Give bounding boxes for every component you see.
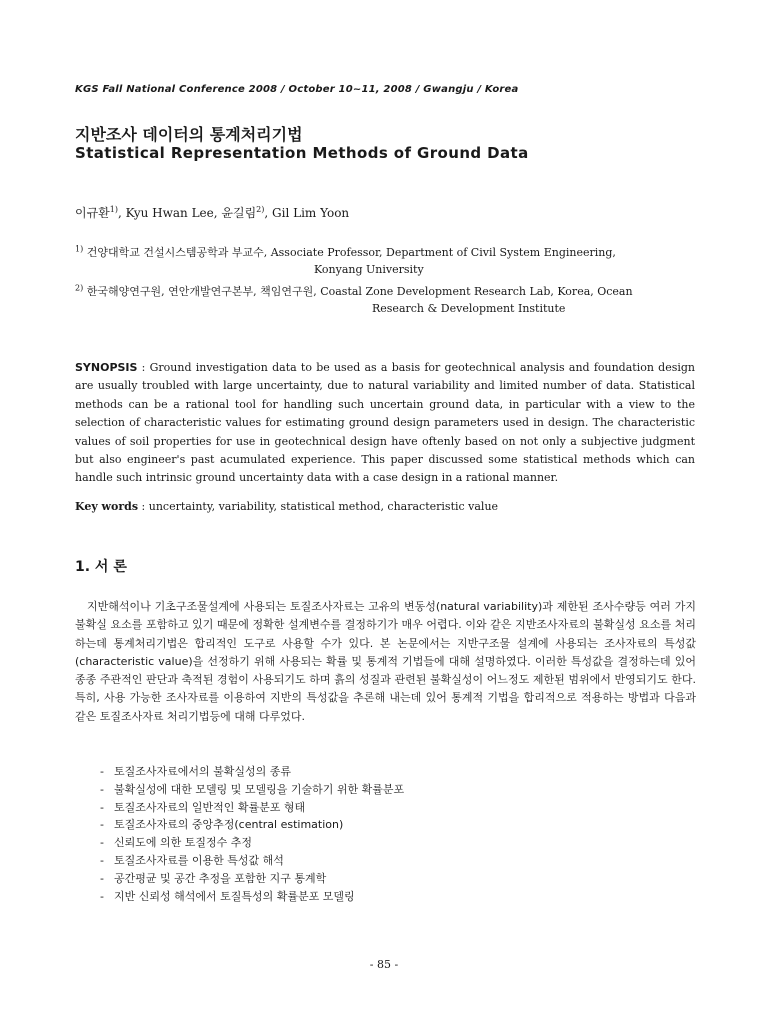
synopsis-label: SYNOPSIS bbox=[75, 361, 138, 374]
author-1-affiliation-mark: 1) bbox=[109, 205, 118, 214]
list-item-text: 토질조사자료의 일반적인 확률분포 형태 bbox=[114, 800, 306, 814]
keywords-separator: : bbox=[138, 500, 149, 513]
list-dash: - bbox=[100, 889, 104, 903]
page-number: - 85 - bbox=[369, 958, 399, 971]
keywords-text: uncertainty, variability, statistical method, characteristic value bbox=[148, 500, 499, 513]
list-item bbox=[100, 781, 404, 799]
list-item bbox=[100, 888, 404, 906]
list-item-text: 신뢰도에 의한 토질정수 추정 bbox=[114, 836, 253, 850]
author-2-english-name: , Gil Lim Yoon bbox=[264, 206, 350, 220]
list-dash: - bbox=[100, 818, 104, 832]
synopsis-text: Ground investigation data to be used as a basis for geotechnical analysis and foundation design are usually troubled with large uncertainty, due to natural variability and limited number of data. Statistical methods can be a rational tool for handling such uncertain ground data, in particular with a view to the selection of characteristic values for estimating ground design parameters used in design. The characteristic values of soil properties for use in geotechnical design have oftenly based on not only a subjective judgment but also engineer's past acumulated experience. This paper discussed some statistical methods which can handle such intrinsic ground uncertainty data with a case design in a rational manner. bbox=[75, 361, 696, 485]
list-item bbox=[100, 852, 404, 870]
author-2-korean-name: 윤길림 bbox=[221, 206, 257, 220]
affiliation-2-line-2: Research & Development Institute bbox=[372, 302, 566, 315]
list-item-text: 토질조사자료를 이용한 특성값 해석 bbox=[114, 853, 284, 867]
affiliation-1-mark: 1) bbox=[75, 244, 84, 254]
list-item bbox=[100, 763, 404, 781]
synopsis-paragraph bbox=[75, 359, 695, 488]
list-item bbox=[100, 799, 404, 817]
affiliation-2-line-1: 한국해양연구원, 연안개발연구본부, 책임연구원, Coastal Zone Development Research Lab, Korea, Ocean bbox=[83, 285, 633, 298]
list-dash: - bbox=[100, 800, 104, 814]
list-item-text: 지반 신뢰성 해석에서 토질특성의 확률분포 모델링 bbox=[114, 889, 355, 903]
list-dash: - bbox=[100, 871, 104, 885]
affiliation-1 bbox=[75, 244, 616, 260]
list-dash: - bbox=[100, 853, 104, 867]
list-item bbox=[100, 870, 404, 888]
paper-title-korean: 지반조사 데이터의 통계처리기법 bbox=[75, 125, 303, 144]
paper-title-english: Statistical Representation Methods of Ground Data bbox=[75, 144, 529, 162]
author-line bbox=[75, 204, 349, 221]
list-item bbox=[100, 834, 404, 852]
list-dash: - bbox=[100, 836, 104, 850]
topic-list bbox=[100, 763, 404, 905]
affiliation-1-line-1: 건양대학교 건설시스템공학과 부교수, Associate Professor, Department of Civil System Engineering, bbox=[83, 246, 616, 259]
affiliation-2-mark: 2) bbox=[75, 283, 84, 293]
list-item-text: 불확실성에 대한 모델링 및 모델링을 기술하기 위한 확률분포 bbox=[114, 782, 405, 796]
keywords-line bbox=[75, 500, 498, 513]
list-item-text: 공간평균 및 공간 추정을 포함한 지구 통계학 bbox=[114, 871, 327, 885]
conference-header: KGS Fall National Conference 2008 / October 10~11, 2008 / Gwangju / Korea bbox=[75, 84, 519, 95]
list-item-text: 토질조사자료에서의 불확실성의 종류 bbox=[114, 765, 292, 778]
author-1-english-name: , Kyu Hwan Lee, bbox=[118, 206, 222, 220]
section-heading-introduction: 1. 서 론 bbox=[75, 559, 127, 575]
list-item-text: 토질조사자료의 중앙추정(central estimation) bbox=[114, 818, 344, 832]
list-dash: - bbox=[100, 782, 104, 796]
synopsis-separator: : bbox=[137, 361, 150, 374]
list-dash: - bbox=[100, 765, 104, 778]
affiliation-1-line-2: Konyang University bbox=[314, 263, 424, 276]
keywords-label: Key words bbox=[75, 500, 139, 513]
affiliation-2 bbox=[75, 283, 633, 299]
list-item bbox=[100, 816, 404, 834]
introduction-paragraph: 지반해석이나 기초구조물설계에 사용되는 토질조사자료는 고유의 변동성(natural variability)과 제한된 조사수량등 여러 가지 불확실 요소를 포함하고 있기 때문에 정확한 설계변수를 결정하기가 매우 어렵다. 이와 같은 지반조사자료의 불확실성 요소를 처리하는데 통계처리기법은 합리적인 도구로 사용할 수가 있다. 본 논문에서는 지반구조물 설계에 사용되는 조사자료의 특성값(characteristic value)을 선정하기 위해 사용되는 확률 및 통계적 기법들에 대해 설명하였다. 이러한 특성값을 결정하는데 있어 종종 주관적인 판단과 축적된 경험이 사용되기도 하며 흙의 성질과 관련된 불확실성이 어느정도 제한된 범위에서 반영되기도 한다. 특히, 사용 가능한 조사자료를 이용하여 지반의 특성값을 추론해 내는데 있어 통계적 기법을 합리적으로 적용하는 방법과 다음과 같은 토질조사자료 처리기법등에 대해 다루었다. bbox=[75, 600, 696, 723]
author-2-affiliation-mark: 2) bbox=[256, 205, 265, 214]
author-1-korean-name: 이규환 bbox=[75, 206, 110, 220]
